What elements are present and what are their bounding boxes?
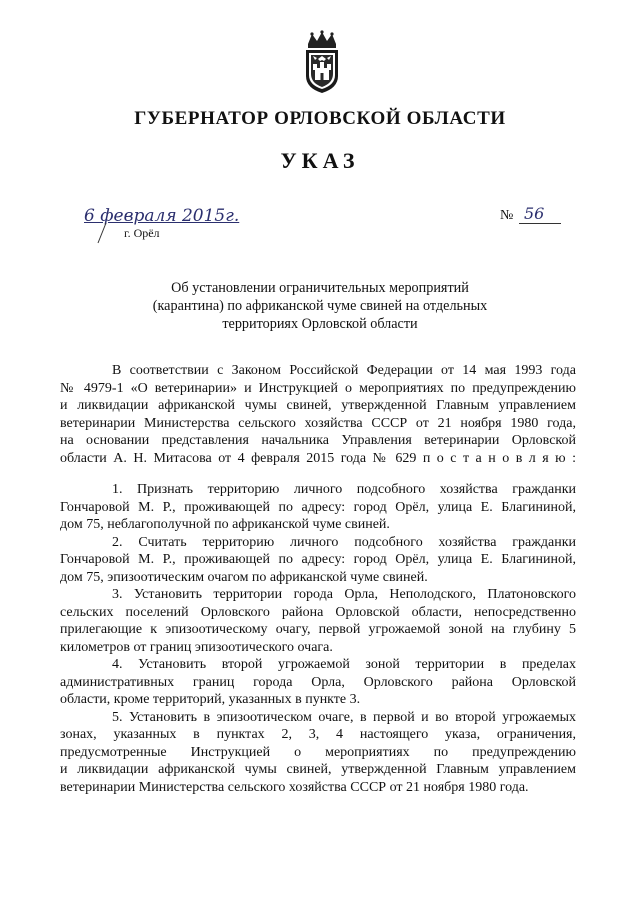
clause-5 bbox=[60, 709, 576, 797]
body-line: области А. Н. Митасова от 4 февраля 2015 года № 629 п о с т а н о в л я ю : bbox=[60, 450, 576, 466]
body-line: километров от границ эпизоотического очага. bbox=[60, 639, 333, 655]
body-line: В соответствии с Законом Российской Федерации от 14 мая 1993 года bbox=[112, 363, 576, 378]
document-type: УКАЗ bbox=[280, 148, 360, 173]
body-line: дом 75, неблагополучной по африканской чуме свиней. bbox=[60, 517, 390, 532]
body-line: сельских поселений Орловского района Орловской области, непосредственно bbox=[60, 604, 576, 620]
body-line: предусмотренные Инструкцией о мероприятиях по предупреждению bbox=[60, 744, 576, 760]
preamble bbox=[60, 362, 576, 467]
date-line-mark bbox=[92, 222, 116, 244]
coat-of-arms-emblem bbox=[298, 30, 346, 94]
body-line: 4. Установить второй угрожаемой зоной территории в пределах bbox=[112, 657, 576, 672]
body-line: прилегающие к эпизоотическому очагу, первой угрожаемой зоной на глубину 5 bbox=[60, 622, 576, 637]
clause-4 bbox=[60, 656, 576, 709]
clause-3 bbox=[60, 586, 576, 656]
body-line: и ликвидации африканской чумы свиней, утвержденной Главным управлением bbox=[60, 762, 576, 777]
body-line: и ликвидации африканской чумы свиней, утвержденной Главным управлением bbox=[60, 398, 576, 413]
body-line: области, кроме территорий, указанных в пункте 3. bbox=[60, 692, 361, 707]
body-line: 1. Признать территорию личного подсобного хозяйства гражданки bbox=[112, 482, 576, 497]
number-label: № bbox=[500, 208, 514, 223]
body-line: зонах, указанных в пунктах 2, 3, 4 настоящего указа, ограничения, bbox=[60, 727, 576, 742]
body-line: на основании представления начальника Управления ветеринарии Орловской bbox=[60, 433, 576, 448]
number-underline bbox=[519, 223, 561, 224]
title-line: Об установлении ограничительных мероприятий bbox=[171, 280, 469, 296]
body-line: № 4979-1 «О ветеринарии» и Инструкцией о мероприятиях по предупреждению bbox=[60, 380, 576, 396]
body-line: административных границ города Орла, Орловского района Орловской bbox=[60, 674, 576, 690]
body-line: ветеринарии Министерства сельского хозяйства СССР от 21 ноября 1980 года, bbox=[60, 415, 576, 431]
body-line: 5. Установить в эпизоотическом очаге, в первой и во второй угрожаемых bbox=[112, 709, 576, 725]
body-line: Гончаровой М. Р., проживающей по адресу: город Орёл, улица Е. Благининой, bbox=[60, 552, 576, 567]
handwritten-number: 56 bbox=[524, 204, 545, 223]
body-line: дом 75, эпизоотическим очагом по африканской чуме свиней. bbox=[60, 569, 428, 585]
issuing-authority: ГУБЕРНАТОР ОРЛОВСКОЙ ОБЛАСТИ bbox=[134, 108, 506, 129]
title-line: территориях Орловской области bbox=[222, 316, 418, 332]
body-line: Гончаровой М. Р., проживающей по адресу: город Орёл, улица Е. Благининой, bbox=[60, 499, 576, 515]
document-title bbox=[140, 279, 500, 333]
title-line: (карантина) по африканской чуме свиней на отдельных bbox=[152, 298, 488, 314]
document-body bbox=[60, 362, 576, 796]
body-line: ветеринарии Министерства сельского хозяйства СССР от 21 ноября 1980 года. bbox=[60, 779, 529, 795]
clause-1 bbox=[60, 481, 576, 534]
body-line: 3. Установить территории города Орла, Неполодского, Платоновского bbox=[112, 587, 576, 602]
clause-2 bbox=[60, 534, 576, 587]
place-of-issue: г. Орёл bbox=[124, 226, 160, 240]
body-line: 2. Считать территорию личного подсобного хозяйства гражданки bbox=[112, 534, 576, 550]
handwritten-date: 6 февраля 2015г. bbox=[84, 206, 240, 226]
